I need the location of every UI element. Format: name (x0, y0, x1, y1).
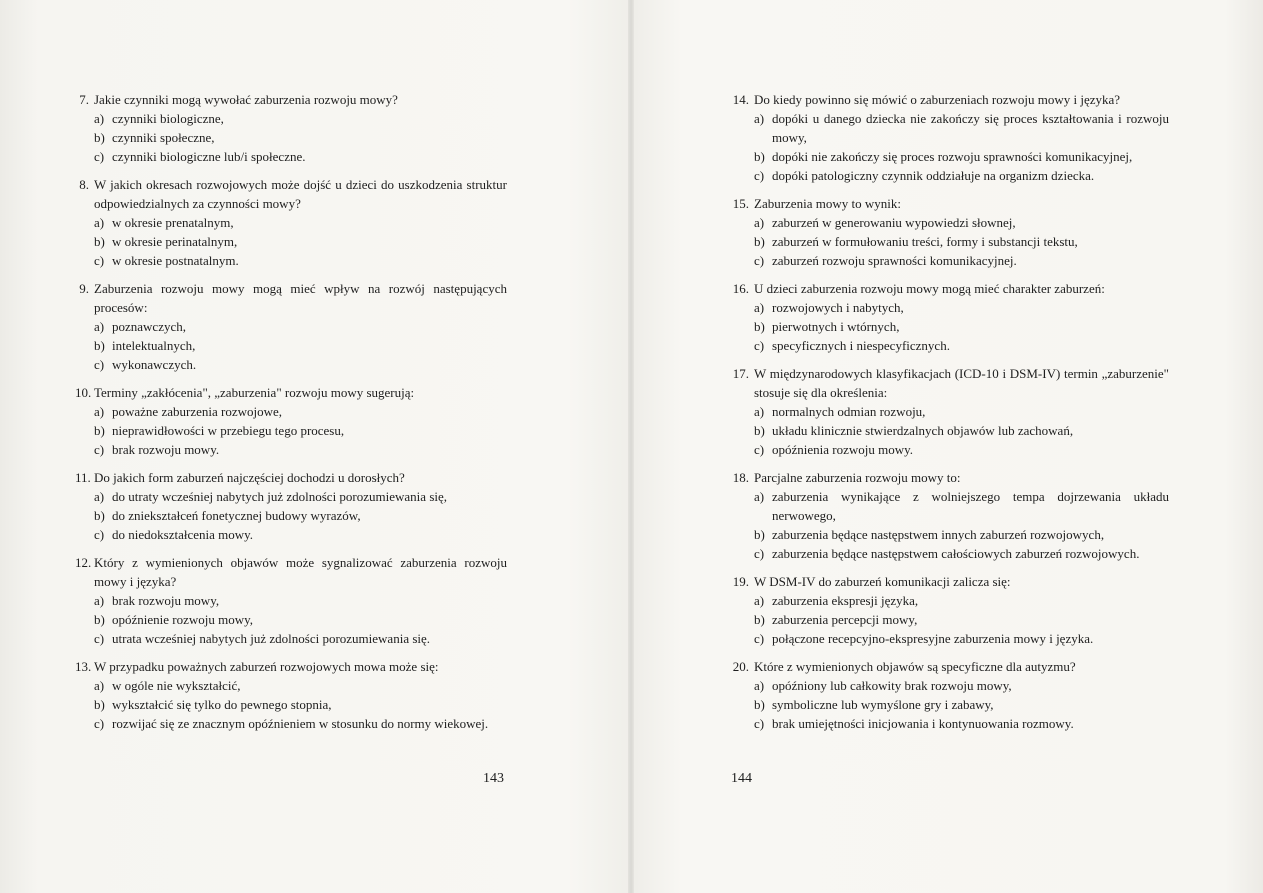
page-number-left: 143 (483, 771, 504, 786)
question-stem (75, 657, 507, 676)
answer-text: zaburzeń w formułowaniu treści, formy i substancji tekstu, (772, 234, 1078, 249)
answer-text: zaburzeń rozwoju sprawności komunikacyjnej. (772, 253, 1017, 268)
question-number: 18. (732, 470, 749, 485)
answer-option (754, 487, 1169, 525)
answer-label: b) (754, 149, 765, 164)
answer-option (754, 109, 1169, 147)
answer-text: w okresie prenatalnym, (112, 215, 234, 230)
answer-list (754, 109, 1169, 185)
answer-list (94, 317, 507, 374)
answer-list (754, 676, 1169, 733)
answer-text: brak umiejętności inicjowania i kontynuowania rozmowy. (772, 716, 1074, 731)
answer-text: połączone recepcyjno-ekspresyjne zaburzenia mowy i języka. (772, 631, 1094, 646)
answer-option (754, 147, 1169, 166)
answer-label: a) (754, 404, 765, 419)
right-page (631, 0, 1263, 893)
answer-text: opóźniony lub całkowity brak rozwoju mowy, (772, 678, 1012, 693)
question-number: 14. (732, 92, 749, 107)
answer-label: a) (94, 111, 105, 126)
answer-text: normalnych odmian rozwoju, (772, 404, 926, 419)
answer-label: c) (94, 149, 105, 164)
question-stem (75, 175, 507, 213)
answer-option (754, 629, 1169, 648)
question-text: Jakie czynniki mogą wywołać zaburzenia rozwoju mowy? (94, 92, 398, 107)
answer-label: c) (94, 253, 105, 268)
answer-text: utrata wcześniej nabytych już zdolności porozumiewania się. (112, 631, 431, 646)
answer-option (754, 591, 1169, 610)
answer-text: wykonawczych. (112, 357, 197, 372)
question-item (75, 657, 507, 733)
answer-text: zaburzenia będące następstwem całościowych zaburzeń rozwojowych. (772, 546, 1140, 561)
answer-text: czynniki społeczne, (112, 130, 215, 145)
answer-list (94, 402, 507, 459)
answer-list (94, 213, 507, 270)
answer-list (754, 213, 1169, 270)
question-number: 8. (79, 177, 89, 192)
answer-option (754, 676, 1169, 695)
answer-label: b) (94, 423, 105, 438)
question-stem (75, 90, 507, 109)
answer-list (94, 676, 507, 733)
answer-option (94, 213, 507, 232)
question-text: Parcjalne zaburzenia rozwoju mowy to: (754, 470, 961, 485)
answer-label: c) (754, 546, 765, 561)
answer-label: c) (754, 253, 765, 268)
answer-option (754, 610, 1169, 629)
answer-option (754, 402, 1169, 421)
answer-text: poznawczych, (112, 319, 186, 334)
answer-label: c) (754, 442, 765, 457)
answer-text: w okresie postnatalnym. (112, 253, 239, 268)
answer-option (754, 166, 1169, 185)
answer-label: b) (94, 612, 105, 627)
question-item (731, 279, 1169, 355)
answer-text: zaburzenia będące następstwem innych zaburzeń rozwojowych, (772, 527, 1105, 542)
question-item (75, 175, 507, 270)
answer-text: w ogóle nie wykształcić, (112, 678, 241, 693)
answer-label: a) (94, 593, 105, 608)
answer-option (94, 355, 507, 374)
answer-label: c) (94, 357, 105, 372)
answer-option (754, 251, 1169, 270)
answer-option (94, 109, 507, 128)
answer-label: a) (754, 593, 765, 608)
answer-label: b) (754, 319, 765, 334)
answer-option (94, 147, 507, 166)
answer-text: do zniekształceń fonetycznej budowy wyrazów, (112, 508, 361, 523)
answer-text: dopóki nie zakończy się proces rozwoju sprawności komunikacyjnej, (772, 149, 1133, 164)
answer-option (754, 421, 1169, 440)
answer-option (754, 298, 1169, 317)
answer-text: brak rozwoju mowy, (112, 593, 220, 608)
answer-label: b) (754, 234, 765, 249)
answer-label: c) (94, 442, 105, 457)
question-number: 15. (732, 196, 749, 211)
answer-option (94, 251, 507, 270)
answer-option (94, 128, 507, 147)
answer-label: c) (94, 527, 105, 542)
answer-label: a) (754, 489, 765, 504)
answer-text: pierwotnych i wtórnych, (772, 319, 900, 334)
question-number: 20. (732, 659, 749, 674)
answer-label: a) (754, 215, 765, 230)
answer-label: a) (94, 489, 105, 504)
question-text: Które z wymienionych objawów są specyficzne dla autyzmu? (754, 659, 1076, 674)
answer-list (94, 591, 507, 648)
answer-text: dopóki u danego dziecka nie zakończy się proces kształtowania i rozwoju mowy, (772, 111, 1169, 145)
answer-list (754, 298, 1169, 355)
answer-text: opóźnienie rozwoju mowy, (112, 612, 254, 627)
answer-option (754, 232, 1169, 251)
answer-text: rozwojowych i nabytych, (772, 300, 904, 315)
question-number: 7. (79, 92, 89, 107)
answer-option (94, 591, 507, 610)
answer-text: zaburzeń w generowaniu wypowiedzi słownej, (772, 215, 1016, 230)
answer-text: symboliczne lub wymyślone gry i zabawy, (772, 697, 994, 712)
answer-option (94, 421, 507, 440)
answer-option (754, 695, 1169, 714)
question-text: Terminy „zakłócenia", „zaburzenia" rozwoju mowy sugerują: (94, 385, 415, 400)
left-page (0, 0, 631, 893)
question-stem (731, 90, 1169, 109)
answer-text: opóźnienia rozwoju mowy. (772, 442, 914, 457)
question-stem (75, 279, 507, 317)
answer-option (754, 525, 1169, 544)
answer-text: nieprawidłowości w przebiegu tego procesu, (112, 423, 345, 438)
answer-list (94, 487, 507, 544)
answer-text: zaburzenia ekspresji języka, (772, 593, 919, 608)
question-text: Do jakich form zaburzeń najczęściej dochodzi u dorosłych? (94, 470, 405, 485)
answer-option (94, 487, 507, 506)
question-stem (731, 657, 1169, 676)
question-text: Do kiedy powinno się mówić o zaburzeniach rozwoju mowy i języka? (754, 92, 1121, 107)
answer-option (754, 440, 1169, 459)
answer-list (94, 109, 507, 166)
question-number: 16. (732, 281, 749, 296)
question-stem (731, 194, 1169, 213)
question-item (75, 90, 507, 166)
answer-text: do utraty wcześniej nabytych już zdolności porozumiewania się, (112, 489, 448, 504)
answer-label: c) (94, 631, 105, 646)
answer-label: a) (754, 111, 765, 126)
answer-text: poważne zaburzenia rozwojowe, (112, 404, 282, 419)
answer-text: do niedokształcenia mowy. (112, 527, 254, 542)
answer-option (94, 440, 507, 459)
answer-option (94, 676, 507, 695)
answer-label: b) (754, 697, 765, 712)
question-text: Który z wymienionych objawów może sygnalizować zaburzenia rozwoju mowy i języka? (94, 555, 507, 589)
answer-label: c) (754, 716, 765, 731)
question-number: 19. (732, 574, 749, 589)
answer-option (94, 525, 507, 544)
question-number: 10. (75, 385, 92, 400)
question-text: W międzynarodowych klasyfikacjach (ICD-10 i DSM-IV) termin „zaburzenie" stosuje się dla określenia: (754, 366, 1169, 400)
answer-label: b) (94, 234, 105, 249)
answer-label: a) (94, 404, 105, 419)
question-text: W przypadku poważnych zaburzeń rozwojowych mowa może się: (94, 659, 439, 674)
answer-text: w okresie perinatalnym, (112, 234, 238, 249)
question-item (75, 383, 507, 459)
answer-option (754, 213, 1169, 232)
answer-option (754, 544, 1169, 563)
answer-text: zaburzenia percepcji mowy, (772, 612, 918, 627)
answer-label: b) (94, 508, 105, 523)
question-item (731, 194, 1169, 270)
question-text: U dzieci zaburzenia rozwoju mowy mogą mieć charakter zaburzeń: (754, 281, 1105, 296)
answer-list (754, 591, 1169, 648)
question-item (75, 468, 507, 544)
question-stem (75, 553, 507, 591)
question-stem (731, 572, 1169, 591)
right-page-questions (731, 90, 1169, 742)
answer-label: a) (94, 319, 105, 334)
question-item (731, 90, 1169, 185)
answer-label: c) (754, 631, 765, 646)
question-text: Zaburzenia mowy to wynik: (754, 196, 901, 211)
answer-text: brak rozwoju mowy. (112, 442, 220, 457)
answer-list (754, 402, 1169, 459)
question-number: 17. (732, 366, 749, 381)
answer-label: c) (754, 168, 765, 183)
question-text: Zaburzenia rozwoju mowy mogą mieć wpływ na rozwój następujących procesów: (94, 281, 507, 315)
answer-option (94, 317, 507, 336)
answer-option (754, 317, 1169, 336)
question-item (731, 657, 1169, 733)
question-text: W jakich okresach rozwojowych może dojść u dzieci do uszkodzenia struktur odpowiedzialnych za czynności mowy? (94, 177, 507, 211)
answer-option (94, 695, 507, 714)
answer-text: czynniki biologiczne lub/i społeczne. (112, 149, 306, 164)
answer-label: b) (94, 130, 105, 145)
question-number: 11. (75, 470, 91, 485)
answer-label: b) (754, 527, 765, 542)
answer-label: b) (754, 612, 765, 627)
answer-label: a) (754, 678, 765, 693)
answer-list (754, 487, 1169, 563)
question-item (731, 468, 1169, 563)
left-page-questions (75, 90, 507, 742)
answer-text: specyficznych i niespecyficznych. (772, 338, 950, 353)
question-number: 13. (75, 659, 92, 674)
question-text: W DSM-IV do zaburzeń komunikacji zalicza się: (754, 574, 1011, 589)
answer-option (94, 714, 507, 733)
answer-text: czynniki biologiczne, (112, 111, 224, 126)
answer-option (754, 336, 1169, 355)
answer-option (94, 629, 507, 648)
answer-label: b) (94, 697, 105, 712)
question-item (731, 572, 1169, 648)
question-number: 9. (79, 281, 89, 296)
answer-option (94, 336, 507, 355)
question-item (731, 364, 1169, 459)
question-stem (731, 468, 1169, 487)
answer-text: wykształcić się tylko do pewnego stopnia, (112, 697, 332, 712)
question-item (75, 279, 507, 374)
answer-label: a) (94, 678, 105, 693)
book-gutter (628, 0, 634, 893)
answer-label: c) (754, 338, 765, 353)
answer-text: zaburzenia wynikające z wolniejszego tempa dojrzewania układu nerwowego, (772, 489, 1169, 523)
answer-label: b) (754, 423, 765, 438)
answer-label: a) (94, 215, 105, 230)
answer-option (94, 610, 507, 629)
question-stem (75, 383, 507, 402)
question-item (75, 553, 507, 648)
answer-text: intelektualnych, (112, 338, 196, 353)
answer-text: dopóki patologiczny czynnik oddziałuje na organizm dziecka. (772, 168, 1095, 183)
answer-option (94, 402, 507, 421)
answer-text: układu klinicznie stwierdzalnych objawów lub zachowań, (772, 423, 1074, 438)
question-stem (731, 279, 1169, 298)
answer-option (94, 232, 507, 251)
answer-label: a) (754, 300, 765, 315)
question-stem (731, 364, 1169, 402)
answer-label: b) (94, 338, 105, 353)
question-stem (75, 468, 507, 487)
page-number-right: 144 (731, 771, 752, 786)
answer-text: rozwijać się ze znacznym opóźnieniem w stosunku do normy wiekowej. (112, 716, 489, 731)
answer-label: c) (94, 716, 105, 731)
answer-option (94, 506, 507, 525)
answer-option (754, 714, 1169, 733)
question-number: 12. (75, 555, 92, 570)
